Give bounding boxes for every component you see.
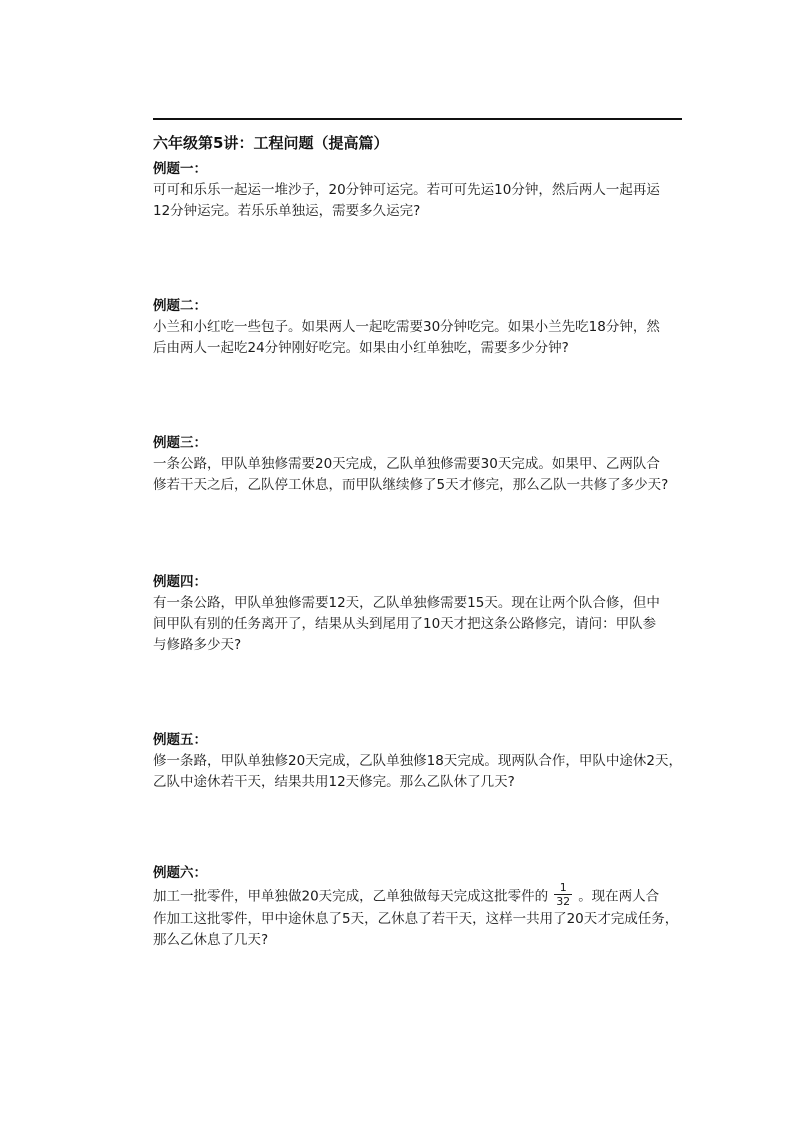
problem-text: [153, 180, 693, 222]
problem-label: 例题四：: [153, 574, 207, 590]
problem-4: [153, 572, 693, 656]
problem-label: 例题六：: [153, 865, 207, 881]
problem-label: 例题二：: [153, 298, 207, 314]
problem-2: [153, 296, 693, 359]
problem-line: 那么乙休息了几天?: [153, 932, 269, 948]
problem-line: 12分钟运完。若乐乐单独运，需要多久运完?: [153, 203, 421, 219]
problem-line-with-fraction: [153, 881, 693, 909]
fraction-numerator: 1: [559, 881, 567, 894]
problem-text: [153, 454, 693, 496]
problem-line: 小兰和小红吃一些包子。如果两人一起吃需要30分钟吃完。如果小兰先吃18分钟，然: [153, 319, 660, 335]
problem-text: [153, 881, 693, 951]
problem-label: 例题三：: [153, 435, 207, 451]
problem-3: [153, 433, 693, 496]
problem-line: 可可和乐乐一起运一堆沙子，20分钟可运完。若可可先运10分钟，然后两人一起再运: [153, 182, 660, 198]
problem-line-start: 加工一批零件，甲单独做20天完成，乙单独做每天完成这批零件的: [153, 888, 549, 905]
fraction: [554, 882, 572, 907]
problem-6: [153, 863, 693, 951]
problem-text: [153, 593, 693, 656]
problem-label: 例题一：: [153, 161, 207, 177]
problem-line-end: 。现在两人合: [578, 888, 660, 905]
problem-line: 乙队中途休若干天，结果共用12天修完。那么乙队休了几天?: [153, 774, 515, 790]
page-title: 六年级第5讲：工程问题（提高篇）: [153, 134, 389, 152]
problem-line: 有一条公路，甲队单独修需要12天，乙队单独修需要15天。现在让两个队合修，但中: [153, 595, 660, 611]
top-rule: [153, 118, 682, 120]
problem-line: 与修路多少天?: [153, 637, 242, 653]
fraction-denominator: 32: [556, 895, 571, 908]
problem-label: 例题五：: [153, 732, 207, 748]
problem-line: 作加工这批零件，甲中途休息了5天，乙休息了若干天，这样一共用了20天才完成任务，: [153, 911, 679, 927]
problem-1: [153, 159, 693, 222]
problem-5: [153, 730, 693, 793]
problem-line: 后由两人一起吃24分钟刚好吃完。如果由小红单独吃，需要多少分钟?: [153, 340, 569, 356]
problem-line: 一条公路，甲队单独修需要20天完成，乙队单独修需要30天完成。如果甲、乙两队合: [153, 456, 660, 472]
problem-text: [153, 751, 693, 793]
problem-line: 修一条路，甲队单独修20天完成，乙队单独修18天完成。现两队合作，甲队中途休2天，: [153, 753, 682, 769]
problem-text: [153, 317, 693, 359]
problem-line: 间甲队有别的任务离开了，结果从头到尾用了10天才把这条公路修完，请问：甲队参: [153, 616, 657, 632]
problem-line: 修若干天之后，乙队停工休息，而甲队继续修了5天才修完，那么乙队一共修了多少天?: [153, 477, 669, 493]
